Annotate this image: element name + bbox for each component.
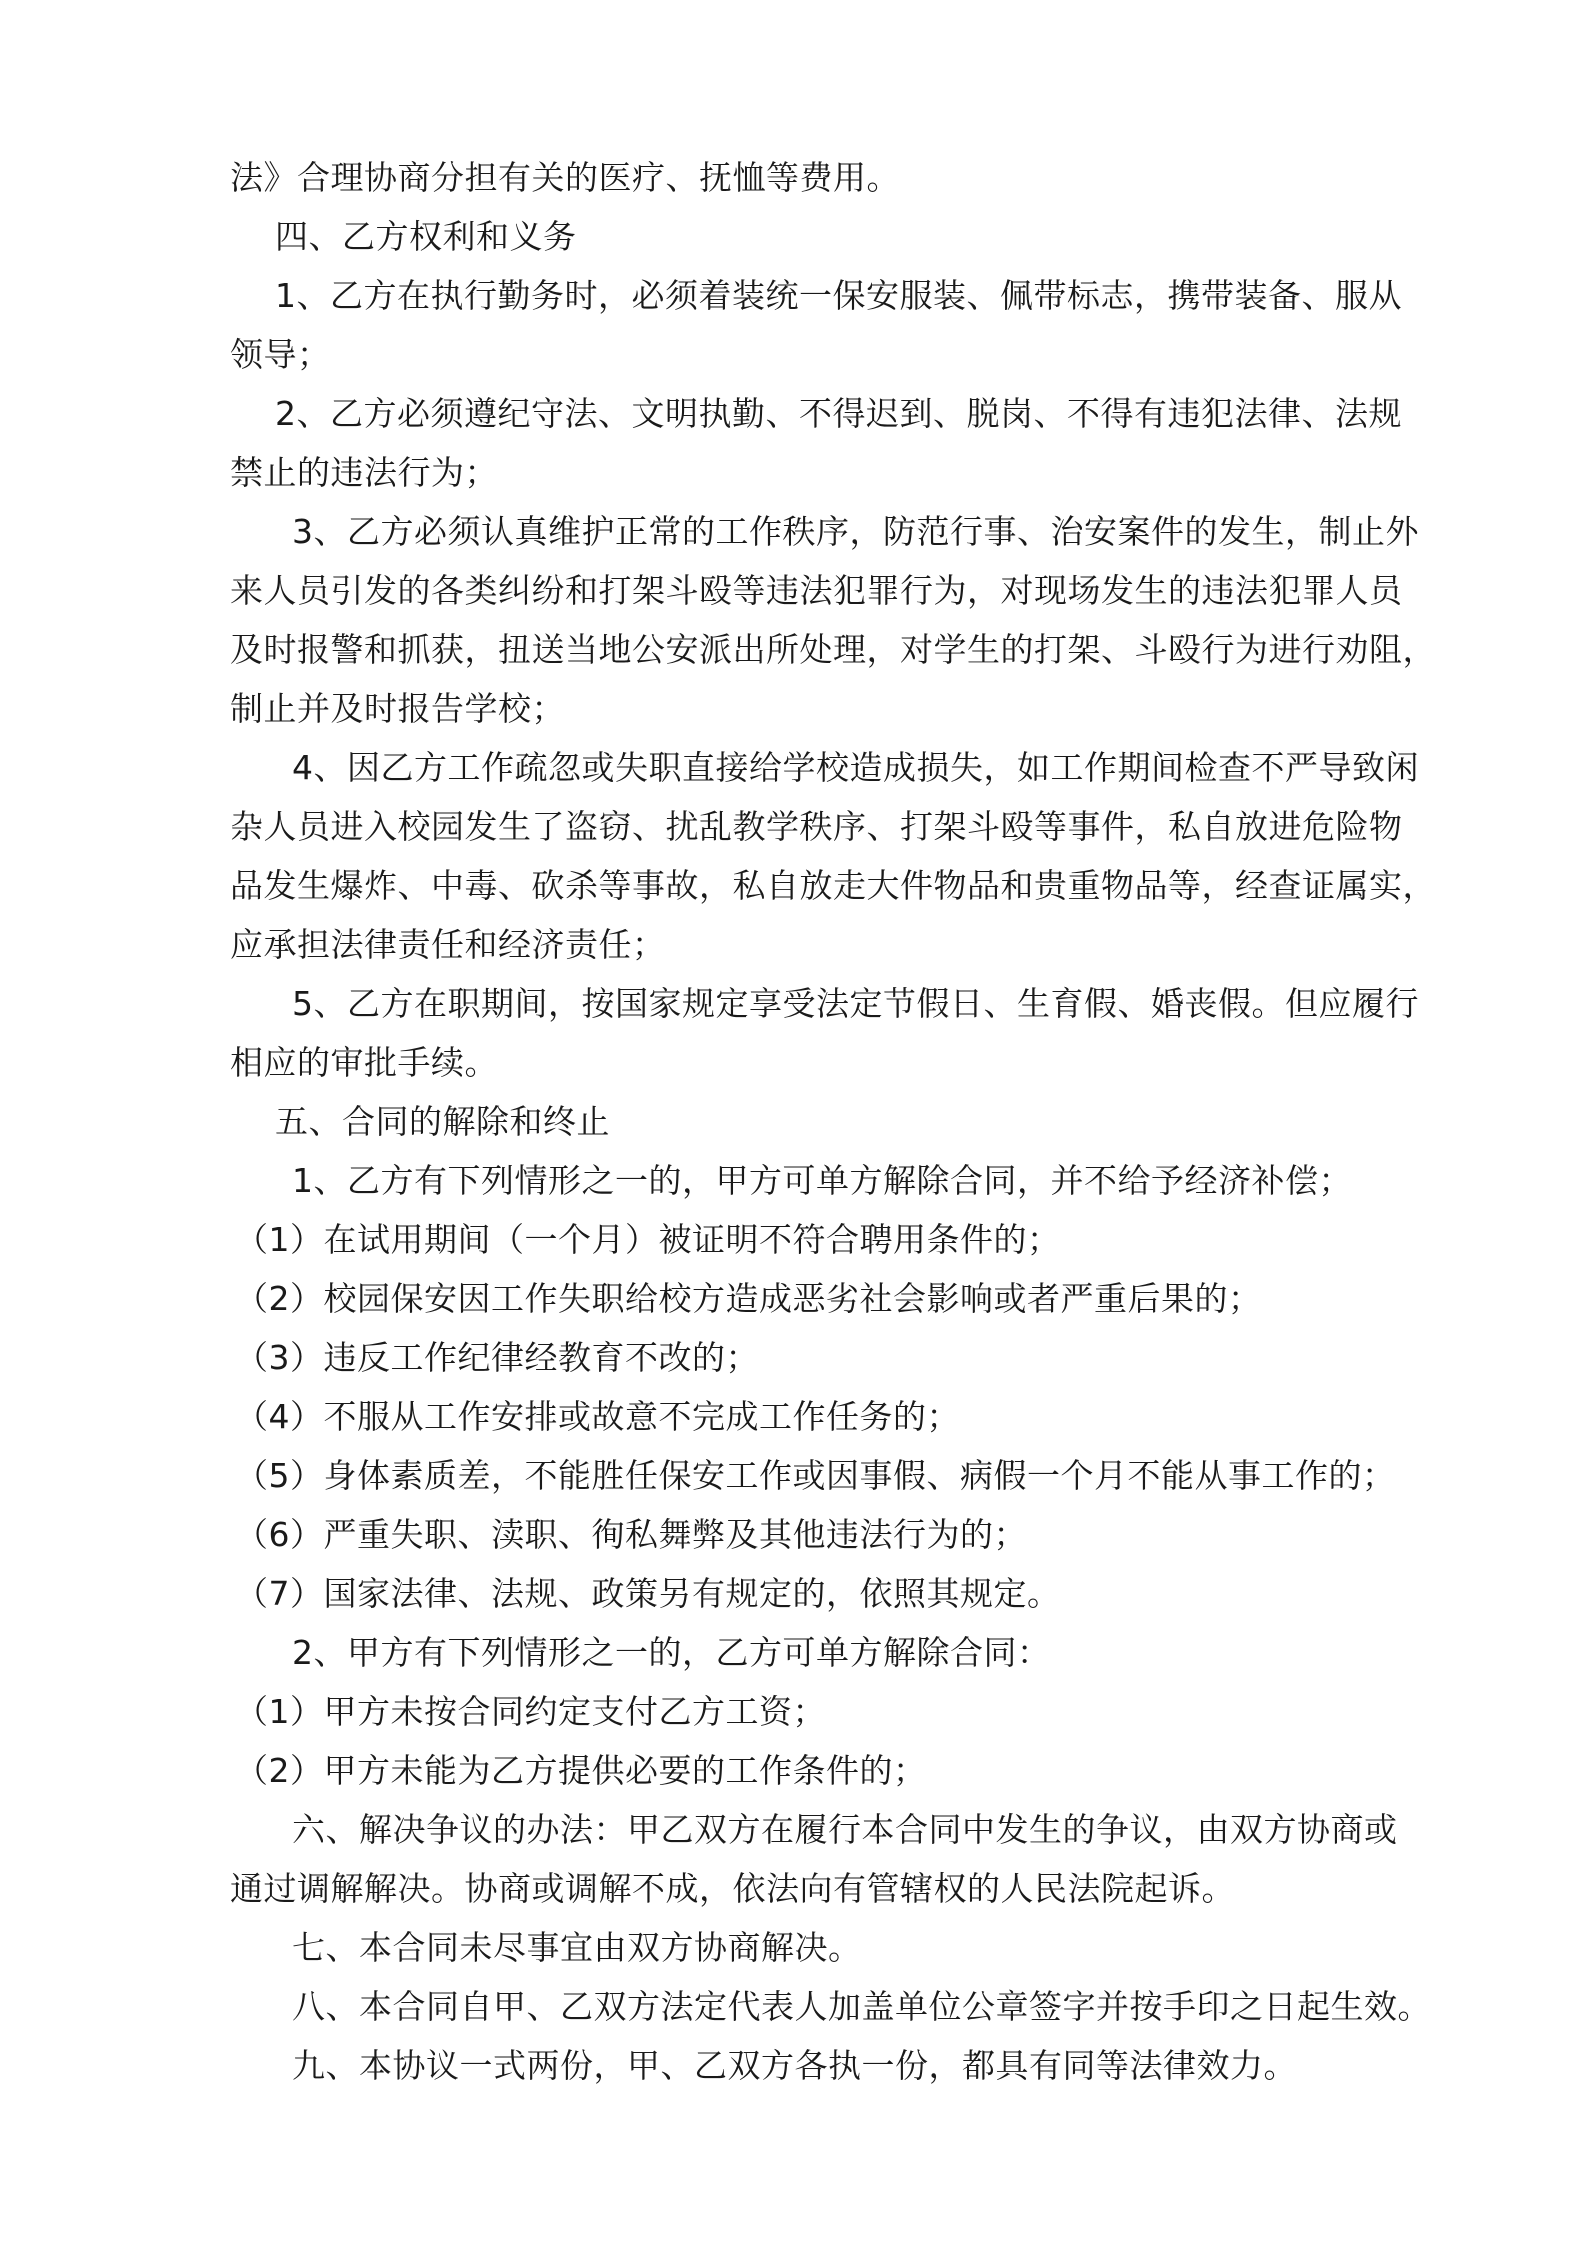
- list-item: （1）甲方未按合同约定支付乙方工资；: [235, 1692, 826, 1731]
- list-item: （5）身体素质差，不能胜任保安工作或因事假、病假一个月不能从事工作的；: [235, 1456, 1396, 1495]
- paragraph-line: 4、因乙方工作疏忽或失职直接给学校造成损失，如工作期间检查不严导致闲: [292, 748, 1419, 787]
- section-heading-9: 九、本协议一式两份，甲、乙双方各执一份，都具有同等法律效力。: [292, 2046, 1297, 2085]
- list-item: （4）不服从工作安排或故意不完成工作任务的；: [235, 1397, 960, 1436]
- paragraph-line: 及时报警和抓获，扭送当地公安派出所处理，对学生的打架、斗殴行为进行劝阻，: [230, 630, 1436, 669]
- section-heading-8: 八、本合同自甲、乙双方法定代表人加盖单位公章签字并按手印之日起生效。: [292, 1987, 1431, 2026]
- paragraph-line: 应承担法律责任和经济责任；: [230, 925, 666, 964]
- paragraph-line: 品发生爆炸、中毒、砍杀等事故，私自放走大件物品和贵重物品等，经查证属实，: [230, 866, 1436, 905]
- paragraph-line: 3、乙方必须认真维护正常的工作秩序，防范行事、治安案件的发生，制止外: [292, 512, 1419, 551]
- paragraph-line: 通过调解解决。协商或调解不成，依法向有管辖权的人民法院起诉。: [230, 1869, 1235, 1908]
- document-body: [230, 148, 1436, 2095]
- paragraph-line: 来人员引发的各类纠纷和打架斗殴等违法犯罪行为，对现场发生的违法犯罪人员: [230, 571, 1403, 610]
- paragraph-line: 1、乙方在执行勤务时，必须着装统一保安服装、佩带标志，携带装备、服从: [275, 276, 1402, 315]
- list-item: （7）国家法律、法规、政策另有规定的，依照其规定。: [235, 1574, 1061, 1613]
- paragraph-line: 2、甲方有下列情形之一的，乙方可单方解除合同：: [292, 1633, 1051, 1672]
- list-item: （1）在试用期间（一个月）被证明不符合聘用条件的；: [235, 1220, 1061, 1259]
- paragraph-line: 制止并及时报告学校；: [230, 689, 565, 728]
- list-item: （2）甲方未能为乙方提供必要的工作条件的；: [235, 1751, 927, 1790]
- paragraph-line: 领导；: [230, 335, 331, 374]
- list-item: （6）严重失职、渎职、徇私舞弊及其他违法行为的；: [235, 1515, 1027, 1554]
- paragraph-line: 相应的审批手续。: [230, 1043, 498, 1082]
- paragraph-line: 5、乙方在职期间，按国家规定享受法定节假日、生育假、婚丧假。但应履行: [292, 984, 1419, 1023]
- list-item: （2）校园保安因工作失职给校方造成恶劣社会影响或者严重后果的；: [235, 1279, 1262, 1318]
- paragraph-line: 禁止的违法行为；: [230, 453, 498, 492]
- paragraph-line: 杂人员进入校园发生了盗窃、扰乱教学秩序、打架斗殴等事件，私自放进危险物: [230, 807, 1403, 846]
- paragraph-line: 法》合理协商分担有关的医疗、抚恤等费用。: [230, 158, 900, 197]
- section-heading-7: 七、本合同未尽事宜由双方协商解决。: [292, 1928, 862, 1967]
- paragraph-line: 1、乙方有下列情形之一的，甲方可单方解除合同，并不给予经济补偿；: [292, 1161, 1352, 1200]
- section-heading-6: 六、解决争议的办法：甲乙双方在履行本合同中发生的争议，由双方协商或: [292, 1810, 1398, 1849]
- paragraph-line: 2、乙方必须遵纪守法、文明执勤、不得迟到、脱岗、不得有违犯法律、法规: [275, 394, 1402, 433]
- section-heading-4: 四、乙方权利和义务: [275, 217, 577, 256]
- section-heading-5: 五、合同的解除和终止: [275, 1102, 610, 1141]
- list-item: （3）违反工作纪律经教育不改的；: [235, 1338, 759, 1377]
